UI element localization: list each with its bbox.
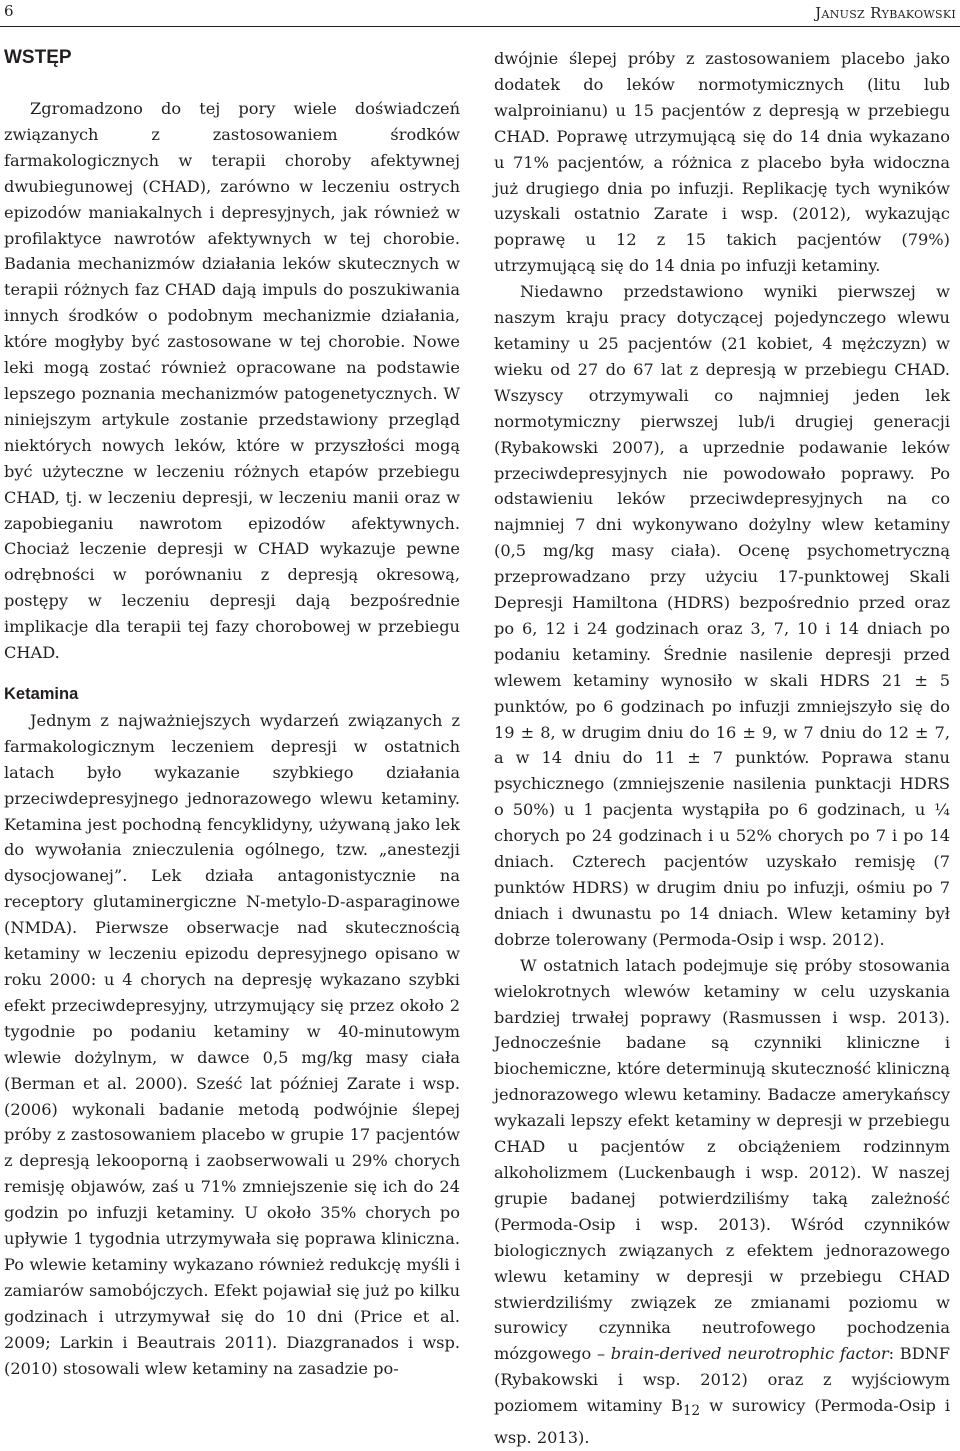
italic-term: brain-derived neurotrophic factor xyxy=(610,1344,889,1364)
right-column xyxy=(494,46,950,1451)
page-number: 6 xyxy=(4,2,14,20)
polish-study-paragraph: Niedawno przedstawiono wyniki pierwszej w naszym kraju pracy dotyczącej pojedynczego wlewu ketaminy u 25 pacjentów (21 kobiet, 4 mężczyzn) w wieku od 27 do 67 lat z depresją w przebiegu CHAD. Wszyscy otrzymywali co najmniej jeden lek normotymiczny pierwszej lub/i drugiej generacji (Rybakowski 2007), a uprzednie podawanie leków przeciwdepresyjnych nie powodowało poprawy. Po odstawieniu leków przeciwdepresyjnych na co najmniej 7 dni wykonywano dożylny wlew ketaminy (0,5 mg/kg masy ciała). Ocenę psychometryczną przeprowadzano przy użyciu 17-punktowej Skali Depresji Hamiltona (HDRS) bezpośrednio przed oraz po 6, 12 i 24 godzinach oraz 3, 7, 10 i 14 dniach po podaniu ketaminy. Średnie nasilenie depresji przed wlewem ketaminy wynosiło w skali HDRS 21 ± 5 punktów, po 6 godzinach po infuzji zmniejszyło się do 19 ± 8, w drugim dniu do 16 ± 9, w 7 dniu do 12 ± 7, a w 14 dniu do 11 ± 7 punktów. Poprawa stanu psychicznego (zmniejszenie nasilenia punktacji HDRS o 50%) u 1 pacjenta wystąpiła po 6 godzinach, u ¼ chorych po 24 godzinach i u 52% chorych po 7 i po 14 dniach. Czterech pacjentów uzyskało remisję (7 punktów HDRS) w drugim dniu po infuzji, ośmiu po 7 dniach i dwunastu po 14 dniach. Wlew ketaminy był dobrze tolerowany (Permoda-Osip i wsp. 2012). xyxy=(494,282,950,949)
continuation-paragraph: dwójnie ślepej próby z zastosowaniem placebo jako dodatek do leków normotymicznych (litu lub walproinianu) u 15 pacjentów z depresją w przebiegu CHAD. Poprawę utrzymującą się do 14 dnia wykazano u 71% pacjentów, a różnica z placebo była widoczna już drugiego dnia po infuzji. Replikację tych wyników uzyskali ostatnio Zarate i wsp. (2012), wykazując poprawę u 12 z 15 takich pacjentów (79%) utrzymującą się do 14 dnia po infuzji ketaminy. xyxy=(494,49,950,276)
intro-paragraph: Zgromadzono do tej pory wiele doświadczeń związanych z zastosowaniem środków farmakologicznych w terapii choroby afektywnej dwubiegunowej (CHAD), zarówno w leczeniu ostrych epizodów maniakalnych i depresyjnych, jak również w profilaktyce nawrotów afektywnych w tej chorobie. Badania mechanizmów działania leków skutecznych w terapii różnych faz CHAD dają impuls do poszukiwania innych środków o podobnym mechanizmie działania, które mogłyby być zastosowane w tej chorobie. Nowe leki mogą zostać również opracowane na podstawie lepszego poznania mechanizmów patogenetycznych. W niniejszym artykule zostanie przedstawiony przegląd niektórych nowych leków, które w przyszłości mogą być użyteczne w leczeniu różnych etapów przebiegu CHAD, tj. w leczeniu depresji, w leczeniu manii oraz w zapobieganiu nawrotom epizodów afektywnych. Chociaż leczenie depresji w CHAD wykazuje pewne odrębności w porównaniu z depresją okresową, postępy w leczeniu depresji dają bezpośrednie implikacje dla terapii tej fazy chorobowej w przebiegu CHAD. xyxy=(4,99,460,663)
subscript: 12 xyxy=(682,1403,701,1420)
paragraph-text: w surowicy (Permoda-Osip i wsp. 2013). xyxy=(494,1396,950,1448)
page-header xyxy=(0,0,960,27)
running-head-author: Janusz Rybakowski xyxy=(815,4,956,22)
left-column xyxy=(4,44,460,1382)
section-heading-ketamina: Ketamina xyxy=(4,684,79,703)
ketamina-paragraph: Jednym z najważniejszych wydarzeń związanych z farmakologicznym leczeniem depresji w ostatnich latach było wykazanie szybkiego działania przeciwdepresyjnego jednorazowego wlewu ketaminy. Ketamina jest pochodną fencyklidyny, używaną jako lek do wywołania znieczulenia ogólnego, tzw. „anestezji dysocjowanej”. Lek działa antagonistycznie na receptory glutaminergiczne N-metylo-D-asparaginowe (NMDA). Pierwsze obserwacje nad skutecznością ketaminy w leczeniu epizodu depresyjnego opisano w roku 2000: u 4 chorych na depresję wykazano szybki efekt przeciwdepresyjny, utrzymujący się przez około 2 tygodnie po podaniu ketaminy w 40-minutowym wlewie dożylnym, w dawce 0,5 mg/kg masy ciała (Berman et al. 2000). Sześć lat później Zarate i wsp. (2006) wykonali badanie metodą podwójnie ślepej próby z zastosowaniem placebo w grupie 17 pacjentów z depresją lekooporną i zaobserwowali u 29% chorych remisję objawów, zaś u 71% zmniejszenie się ich do 24 godzin po infuzji ketaminy. U około 35% chorych po upływie 1 tygodnia utrzymywała się poprawa kliniczna. Po wlewie ketaminy wykazano również redukcję myśli i zamiarów samobójczych. Efekt pojawiał się już po kilku godzinach i utrzymywał się do 10 dni (Price et al. 2009; Larkin i Beautrais 2011). Diazgranados i wsp. (2010) stosowali wlew ketaminy na zasadzie po- xyxy=(4,710,460,1378)
paragraph-text: W ostatnich latach podejmuje się próby stosowania wielokrotnych wlewów ketaminy w celu uzyskania bardziej trwałej poprawy (Rasmussen i wsp. 2013). Jednocześnie badane są czynniki kliniczne i biochemiczne, które determinują skuteczność kliniczną jednorazowego wlewu ketaminy. Badacze amerykańscy wykazali lepszy efekt ketaminy w depresji w przebiegu CHAD u pacjentów z obciążeniem rodzinnym alkoholizmem (Luckenbaugh i wsp. 2012). W naszej grupie badanej potwierdziliśmy taką zależność (Permoda-Osip i wsp. 2013). Wśród czynników biologicznych związanych z efektem jednorazowego wlewu ketaminy w depresji w przebiegu CHAD stwierdziliśmy związek ze zmianami poziomu w surowicy czynnika neutrofowego pochodzenia mózgowego – xyxy=(494,955,950,1364)
section-heading-intro: WSTĘP xyxy=(4,47,72,68)
repeated-infusion-paragraph xyxy=(494,953,950,1451)
paragraph-text: : BDNF (Rybakowski i wsp. 2012) oraz z wyjściowym poziomem witaminy B xyxy=(494,1344,950,1416)
